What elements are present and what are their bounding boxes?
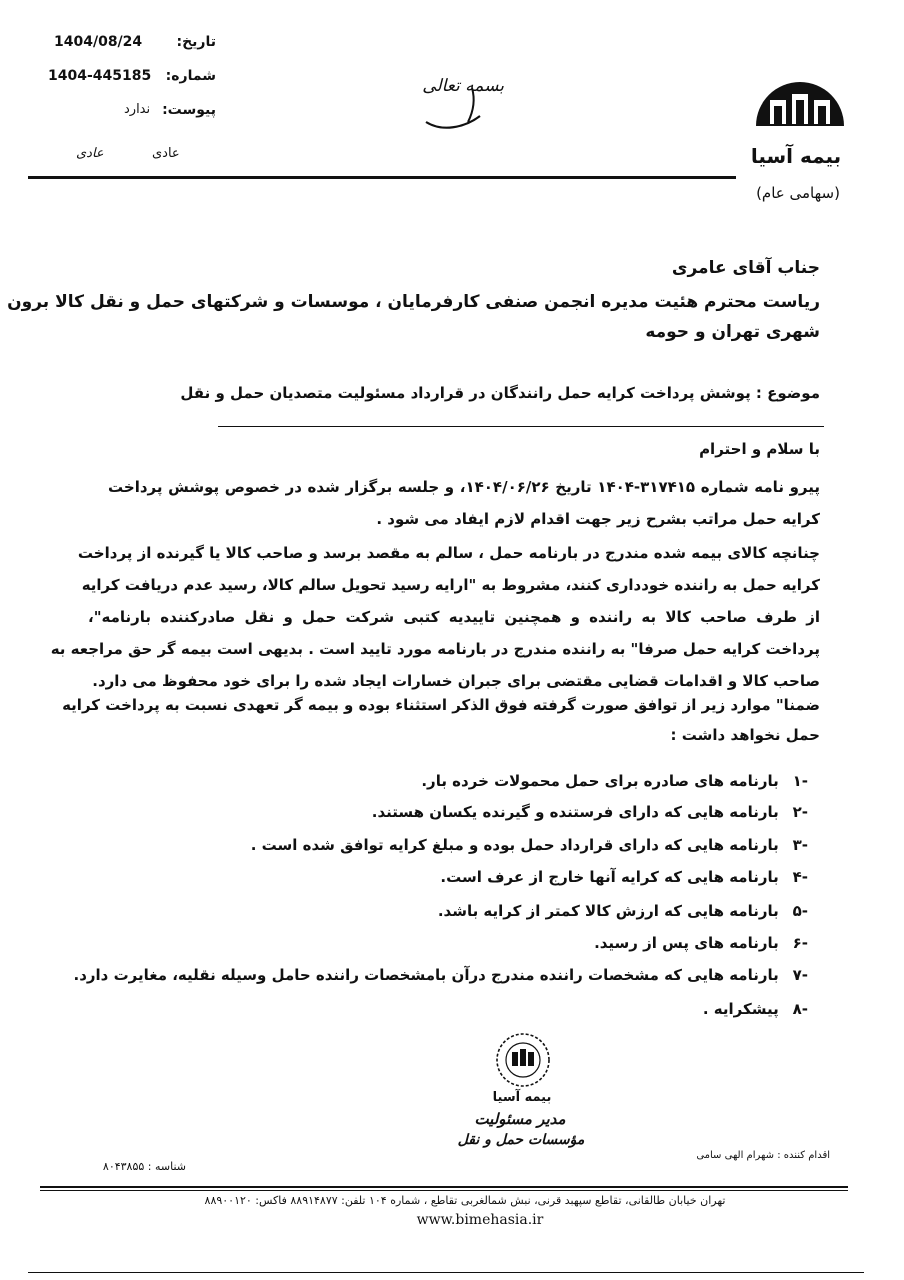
list-item-number: -۷ [792,966,808,984]
signature-stamp [492,1032,554,1090]
paragraph1-line1: پیرو نامه شماره ۳۱۷۴۱۵-۱۴۰۴ تاریخ ۱۴۰۴/۰۶/۲۶، و جلسه برگزار شده در خصوص پوشش پرداخت [108,478,820,496]
greeting: با سلام و احترام [699,440,820,458]
paragraph3-line2: حمل نخواهد داشت : [670,726,820,744]
subject-underline [218,426,824,427]
footer-divider [40,1186,848,1188]
header-divider [28,176,736,179]
list-item-number: -۱ [792,772,808,790]
list-item-text: بارنامه هایی که مشخصات راننده مندرج درآن بامشخصات راننده حامل وسیله نقلیه، مغایرت دارد. [73,966,779,984]
footer-address: تهران خیابان طالقانی، تقاطع سپهبد قرنی، نبش شمالغربی تقاطع ، شماره ۱۰۴ تلفن: ۸۸۹۱۴۸۷۷ فاکس: ۸۸۹۰۰۱۲۰ [204,1194,726,1207]
date-value: 1404/08/24 [54,34,143,50]
list-item-number: -۴ [792,868,808,886]
attachment-label: پیوست: [162,102,216,118]
list-item-number: -۶ [792,934,808,952]
list-item-text: بارنامه هایی که دارای قرارداد حمل بوده و مبلغ کرایه توافق شده است . [250,836,779,854]
paragraph3-line1: ضمنا" موارد زیر از توافق صورت گرفته فوق الذکر استثناء بوده و بیمه گر تعهدی نسبت به پرداخت کرایه [62,696,820,714]
list-item [421,772,808,790]
list-item-text: بارنامه های صادره برای حمل محمولات خرده بار. [421,772,779,790]
paragraph2-line1: چنانچه کالای بیمه شده مندرج در بارنامه حمل ، سالم به مقصد برسد و صاحب کالا یا گیرنده از پرداخت [77,544,820,562]
attachment-value: ندارد [124,102,151,117]
footer-website[interactable]: www.bimehasia.ir [416,1212,544,1228]
action-by: اقدام کننده : شهرام الهی سامی [696,1150,830,1161]
list-item-text: بارنامه هایی که ارزش کالا کمتر از کرایه باشد. [437,902,779,920]
classification-handwritten: عادی [76,146,104,161]
paragraph2-line3: از طرف صاحب کالا به راننده و همچنین تاییدیه کتبی شرکت حمل و نقل صادرکننده بارنامه"، [88,608,820,626]
paragraph2-line2: کرایه حمل به راننده خودداری کنند، مشروط به "ارایه رسید تحویل سالم کالا، رسید عدم دریافت کرایه [81,576,820,594]
number-row [36,68,216,90]
list-item [251,836,808,854]
recipient-title-line2: شهری تهران و حومه [645,322,820,342]
subject-line: موضوع : پوشش پرداخت کرایه حمل رانندگان در قرارداد مسئولیت متصدیان حمل و نقل [180,384,820,402]
paragraph2-line4: پرداخت کرایه حمل صرفا" به راننده مندرج در بارنامه مورد تایید است . بدیهی است بیمه گر حق مراجعه به [50,640,820,658]
list-item-text: بارنامه های پس از رسید. [594,934,779,952]
paragraph2-line5: صاحب کالا و اقدامات قضایی مقتضی برای جبران خسارات ایجاد شده را برای خود محفوظ می دارد. [92,672,820,690]
number-label: شماره: [165,68,216,84]
date-row [36,34,216,56]
document-id [86,1160,186,1173]
recipient-title-line1: ریاست محترم هئیت مدیره انجمن صنفی کارفرمایان ، موسسات و شرکتهای حمل و نقل کالا برون [7,292,820,312]
document-id-label: شناسه : [147,1160,186,1173]
list-item-text: بارنامه هایی که دارای فرستنده و گیرنده یکسان هستند. [371,803,779,821]
list-item [703,1000,808,1018]
number-value: 1404-445185 [48,68,152,84]
list-item [74,966,809,984]
list-item-number: -۳ [792,836,808,854]
attachment-row [36,102,216,124]
classification-printed: عادی [152,146,180,161]
company-type: (سهامی عام) [756,184,840,202]
document-id-value: ۸۰۴۳۸۵۵ [102,1160,145,1173]
invocation-flourish-icon [412,62,508,142]
company-name: بیمه آسیا [750,144,842,168]
list-item-text: پیشکرایه . [702,1000,779,1018]
invocation-calligraphy [412,62,508,142]
invocation-text: بسمه تعالی [422,76,504,96]
recipient-name: جناب آقای عامری [671,258,820,278]
list-item-number: -۸ [792,1000,808,1018]
bime-asia-logo-icon [748,56,852,142]
list-item [594,934,808,952]
footer-divider-thin [40,1190,848,1191]
list-item-number: -۲ [792,803,808,821]
stamp-title-line1: مدیر مسئولیت [474,1110,566,1128]
scan-edge-line [28,1272,864,1273]
list-item-number: -۵ [792,902,808,920]
list-item [438,902,808,920]
date-label: تاریخ: [176,34,216,50]
paragraph1-line2: کرایه حمل مراتب بشرح زیر جهت اقدام لازم ایفاد می شود . [376,510,820,528]
stamp-seal-icon [492,1032,554,1090]
list-item [372,803,808,821]
list-item [440,868,808,886]
stamp-title-line2: مؤسسات حمل و نقل [457,1132,585,1148]
stamp-company-name: بیمه آسیا [492,1090,552,1105]
company-logo [748,56,852,142]
list-item-text: بارنامه هایی که کرایه آنها خارج از عرف است. [440,868,779,886]
